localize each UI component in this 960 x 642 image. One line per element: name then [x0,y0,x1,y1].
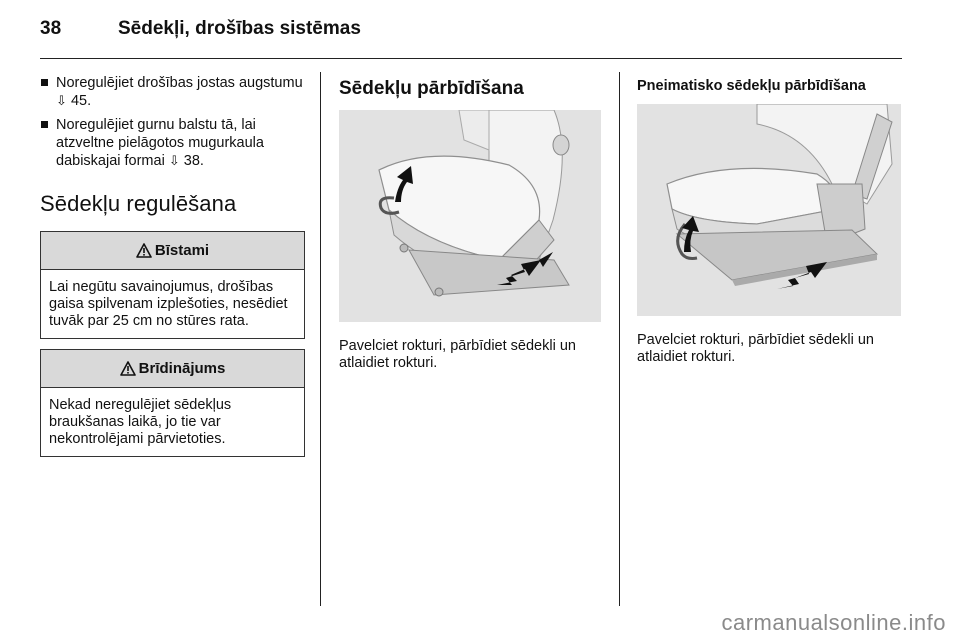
illustration-caption: Pavelciet rokturi, pārbīdiet sēdekli un atlaidiet rokturi. [637,332,874,365]
watermark: carmanualsonline.info [721,610,946,635]
section-title: Sēdekļu pārbīdīšana [339,78,524,99]
column-divider [619,72,620,606]
reference-arrow-icon: ⇩ [168,154,180,169]
reference-arrow-icon: ⇩ [56,94,67,109]
warning-text: Nekad neregulējiet sēdekļus braukšanas laikā, jo tie var nekontrolējami pārvietoties. [49,397,232,447]
bullet-text: Noregulējiet gurnu balstu tā, lai atzveltne pielāgotos mugurkaula dabiskajai formai [56,117,264,169]
illustration-caption: Pavelciet rokturi, pārbīdiet sēdekli un atlaidiet rokturi. [339,338,576,371]
warning-title: Brīdinājums [138,360,226,377]
danger-title: Bīstami [154,242,210,259]
warning-triangle-icon [136,243,152,258]
bullet-square-icon [41,121,48,128]
seat-illustration-graphic [339,110,601,322]
column-divider [320,72,321,606]
warning-box [40,349,305,457]
warning-triangle-icon [120,361,136,376]
list-item [40,74,305,111]
danger-box-header [41,232,304,270]
section-title: Pneimatisko sēdekļu pārbīdīšana [637,78,866,94]
page-reference-link[interactable]: 38. [183,153,204,169]
pneumatic-seat-illustration [637,104,901,316]
column-right [637,74,902,366]
danger-box [40,231,305,339]
section-title: Sēdekļu regulēšana [40,191,237,216]
header-rule [40,58,902,59]
warning-box-header [41,350,304,388]
bullet-square-icon [41,79,48,86]
page-header-title: Sēdekļi, drošības sistēmas [118,18,361,39]
danger-text: Lai negūtu savainojumus, drošības gaisa spilvenam izplešoties, nesēdiet tuvāk par 25 cm no stūres rata. [49,279,288,329]
column-left [40,74,305,467]
page-reference-link[interactable]: 45. [70,93,92,109]
seat-illustration-graphic [637,104,901,316]
seat-adjust-illustration [339,110,601,322]
page-number: 38 [40,18,62,39]
list-item [40,116,305,171]
column-middle [339,74,604,372]
bullet-text: Noregulējiet drošības jostas augstumu [56,75,303,91]
